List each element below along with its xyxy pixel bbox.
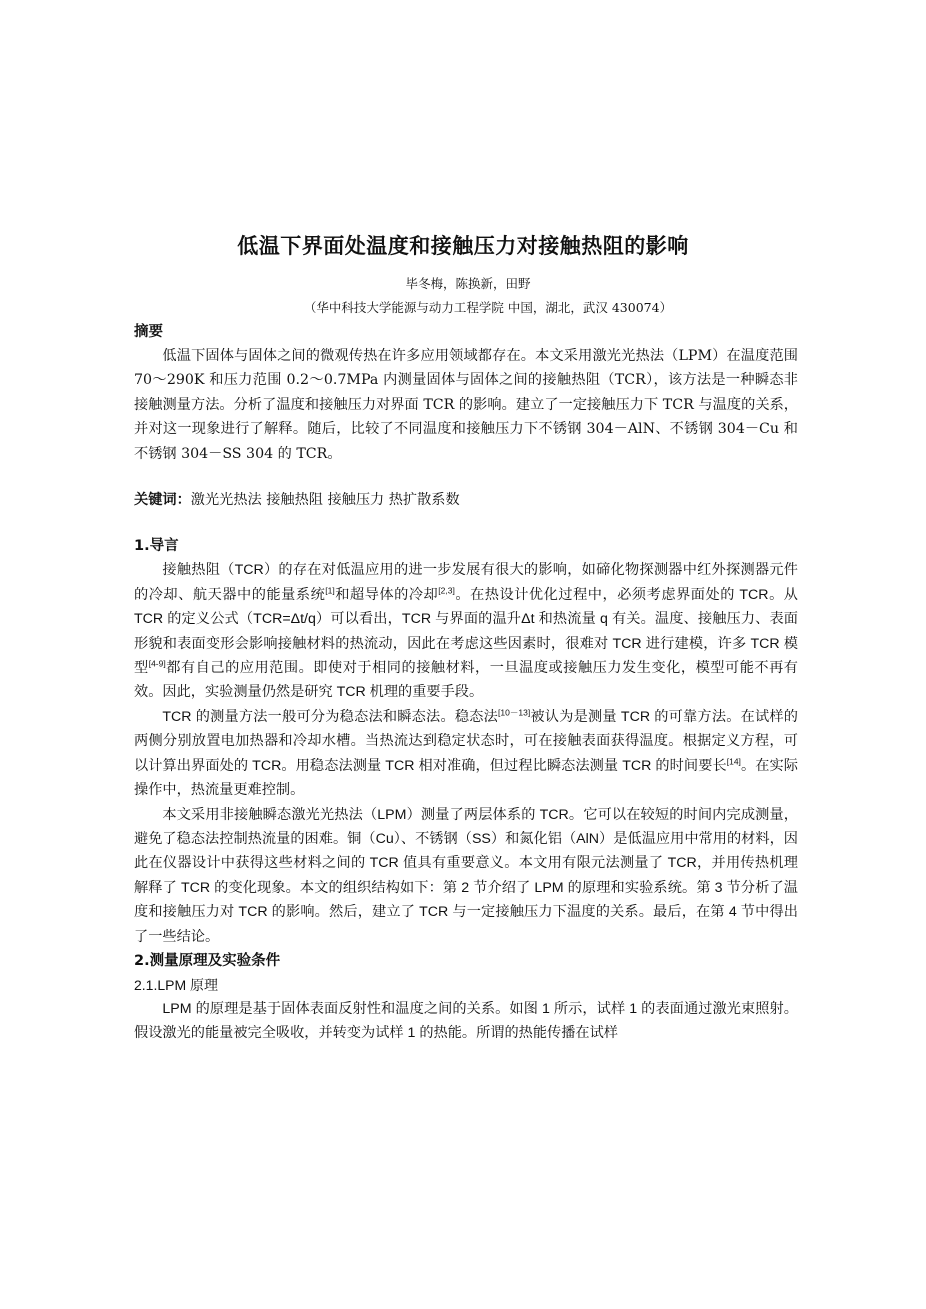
section-2-heading: 2.测量原理及实验条件 xyxy=(134,952,281,969)
affiliation: （华中科技大学能源与动力工程学院 中国，湖北，武汉 430074） xyxy=(303,300,673,315)
keywords-text: 激光光热法 接触热阻 接触压力 热扩散系数 xyxy=(190,492,460,509)
section-1-heading: 1.导言 xyxy=(134,538,179,555)
intro-p2-text-a: TCR 的测量方法一般可分为稳态法和瞬态法。稳态法 xyxy=(162,708,499,725)
abstract-text: 低温下固体与固体之间的微观传热在许多应用领域都存在。本文采用激光光热法（LPM）在温度范围 70～290K 和压力范围 0.2～0.7MPa 内测量固体与固体之间的接触热阻（TCR），该方法是一种瞬态非接触测量方法。分析了温度和接触压力对界面 TCR 的影响。建立了一定接触压力下 TCR 与温度的关系，并对这一现象进行了解释。随后，比较了不同温度和接触压力下不锈钢 304－AlN、不锈钢 304－Cu 和不锈钢 304－SS 304 的 TCR。 xyxy=(134,348,798,462)
abstract-heading: 摘要 xyxy=(134,324,163,340)
citation-ref: [1] xyxy=(325,585,335,596)
citation-ref: [4-9] xyxy=(148,658,166,669)
intro-p1-text-a: 接触热阻（TCR）的存在对低温应用的进一步发展有很大的影响，如碲化物探测器中红外探测器元件的冷却、航天器中的能量系统 xyxy=(134,562,798,603)
intro-p2-text-c: 。在实际操作中，热流量更难控制。 xyxy=(134,757,798,799)
citation-ref: [2,3] xyxy=(438,585,455,596)
keywords-label: 关键词： xyxy=(134,492,191,509)
intro-paragraph-3: 本文采用非接触瞬态激光光热法（LPM）测量了两层体系的 TCR。它可以在较短的时间内完成测量，避免了稳态法控制热流量的困难。铜（Cu）、不锈钢（SS）和氮化铝（AlN）是低温应用中常用的材料，因此在仪器设计中获得这些材料之间的 TCR 值具有重要意义。本文用有限元法测量了 TCR，并用传热机理解释了 TCR 的变化现象。本文的组织结构如下：第 2 节介绍了 LPM 的原理和实验系统。第 3 节分析了温度和接触压力对 TCR 的影响。然后，建立了 TCR 与一定接触压力下温度的关系。最后，在第 4 节中得出了一些结论。 xyxy=(134,806,798,945)
intro-p2-text-b: 被认为是测量 TCR 的可靠方法。在试样的两侧分别放置电加热器和冷却水槽。当热流达到稳定状态时，可在接触表面获得温度。根据定义方程，可以计算出界面处的 TCR。用稳态法测量 TCR 相对准确，但过程比瞬态法测量 TCR 的时间要长 xyxy=(134,708,798,774)
intro-p1-text-c: 。在热设计优化过程中，必须考虑界面处的 TCR。从 TCR 的定义公式（TCR=Δt/q）可以看出，TCR 与界面的温升Δt 和热流量 q 有关。温度、接触压力、表面形貌和表面变形会影响接触材料的热流动，因此在考虑这些因素时，很难对 TCR 进行建模，许多 TCR 模型 xyxy=(134,586,798,677)
citation-ref: [10－13] xyxy=(498,707,531,718)
section-2-1-heading: 2.1.LPM 原理 xyxy=(134,976,219,993)
section-2-paragraph-1: LPM 的原理是基于固体表面反射性和温度之间的关系。如图 1 所示，试样 1 的表面通过激光束照射。假设激光的能量被完全吸收，并转变为试样 1 的热能。所谓的热能传播在试样 xyxy=(134,1000,798,1042)
paper-body xyxy=(134,320,798,1046)
intro-paragraph-2 xyxy=(134,705,798,803)
intro-paragraph-1 xyxy=(134,558,798,704)
intro-p1-text-b: 和超导体的冷却 xyxy=(334,586,439,603)
citation-ref: [14] xyxy=(726,755,741,766)
author-list: 毕冬梅，陈换新，田野 xyxy=(405,276,531,291)
keywords-line xyxy=(134,488,798,512)
paper-title: 低温下界面处温度和接触压力对接触热阻的影响 xyxy=(237,233,689,258)
intro-p1-text-d: 都有自己的应用范围。即使对于相同的接触材料，一旦温度或接触压力发生变化，模型可能不再有效。因此，实验测量仍然是研究 TCR 机理的重要手段。 xyxy=(134,660,798,701)
